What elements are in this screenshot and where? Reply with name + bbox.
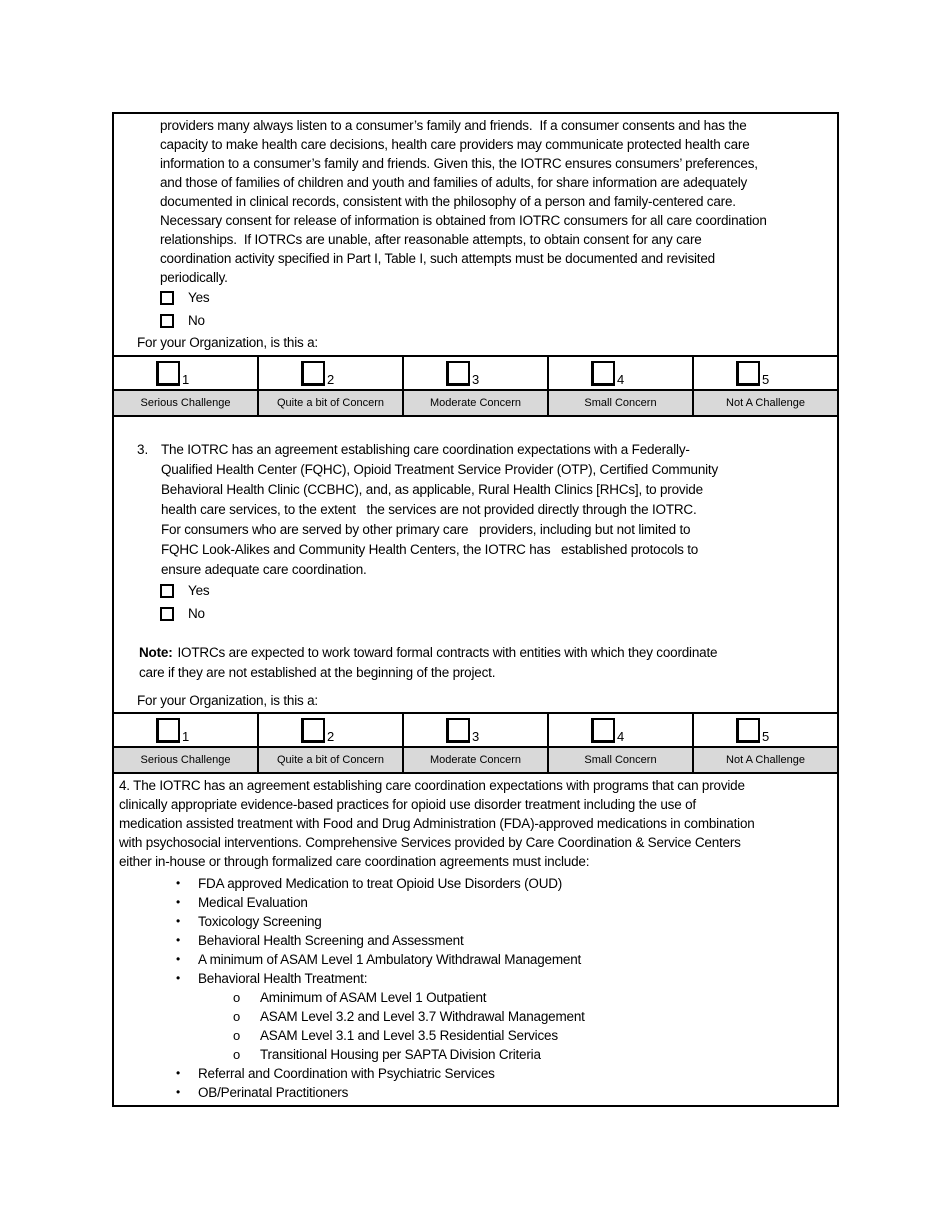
- bullet-text: Transitional Housing per SAPTA Division Criteria: [260, 1047, 541, 1062]
- sub-bullet-icon: o: [233, 990, 241, 1005]
- rating-cell[interactable]: [259, 714, 404, 746]
- rating-cell[interactable]: [259, 357, 404, 389]
- rating-label: Small Concern: [584, 754, 657, 766]
- rating-label-cell: [114, 391, 259, 415]
- sub-bullet-icon: o: [233, 1009, 241, 1024]
- bullet-text: Toxicology Screening: [198, 914, 322, 929]
- bullet-text: ASAM Level 3.1 and Level 3.5 Residential Services: [260, 1028, 558, 1043]
- bullet-icon: •: [176, 933, 181, 947]
- rating-checkbox-row: [114, 714, 837, 746]
- rating-label: Quite a bit of Concern: [276, 754, 384, 766]
- rating-checkbox[interactable]: [446, 718, 470, 743]
- bullet-text: Behavioral Health Treatment:: [198, 971, 368, 986]
- note-line: care if they are not established at the beginning of the project.: [139, 664, 496, 680]
- rating-checkbox[interactable]: [156, 718, 180, 743]
- rating-value: 2: [327, 729, 335, 744]
- rating-label-row: [114, 746, 837, 772]
- rating-checkbox[interactable]: [736, 718, 760, 743]
- rating-label: Small Concern: [584, 397, 657, 409]
- paragraph-line: with psychosocial interventions. Comprehensive Services provided by Care Coordination & Service Centers: [119, 835, 741, 850]
- bullet-item: [176, 874, 837, 893]
- rating-cell[interactable]: [114, 714, 259, 746]
- rating-value: 1: [182, 372, 190, 387]
- form-container: [112, 112, 839, 1107]
- bullet-icon: •: [176, 895, 181, 909]
- paragraph-line: capacity to make health care decisions, health care providers may communicate protected health care: [160, 137, 750, 152]
- bullet-text: Referral and Coordination with Psychiatric Services: [198, 1066, 495, 1081]
- yes-label: Yes: [188, 290, 210, 305]
- yes-label: Yes: [188, 583, 210, 598]
- note-text: IOTRCs are expected to work toward formal contracts with entities with which they coordinate: [177, 645, 718, 660]
- bullet-icon: •: [176, 1085, 181, 1099]
- paragraph-line: Necessary consent for release of information is obtained from IOTRC consumers for all care coordination: [160, 213, 767, 228]
- bullet-item: [176, 1083, 837, 1102]
- bullet-icon: •: [176, 952, 181, 966]
- note-line: [139, 643, 837, 663]
- bullet-item: [176, 969, 837, 988]
- no-label: No: [188, 606, 205, 621]
- paragraph-line: providers many always listen to a consumer’s family and friends. If a consumer consents and has the: [160, 118, 747, 133]
- paragraph-line: health care services, to the extent the services are not provided directly through the IOTRC.: [161, 502, 697, 517]
- rating-cell[interactable]: [404, 714, 549, 746]
- bullet-icon: •: [176, 971, 181, 985]
- rating-cell[interactable]: [549, 357, 694, 389]
- rating-cell[interactable]: [694, 714, 837, 746]
- rating-label-cell: [114, 748, 259, 772]
- rating-label: Not A Challenge: [726, 754, 805, 766]
- item-3-number: 3.: [137, 442, 149, 457]
- bullet-text: A minimum of ASAM Level 1 Ambulatory Withdrawal Management: [198, 952, 582, 967]
- rating-cell[interactable]: [549, 714, 694, 746]
- rating-cell[interactable]: [694, 357, 837, 389]
- yes-checkbox[interactable]: [160, 291, 174, 305]
- rating-checkbox-row: [114, 357, 837, 389]
- sub-bullet-icon: o: [233, 1028, 241, 1043]
- bullet-item: [176, 893, 837, 912]
- section-item-3: [114, 440, 837, 709]
- item-4-paragraph: [119, 776, 837, 871]
- item-3-text: [161, 440, 837, 580]
- rating-label-cell: [259, 391, 404, 415]
- bullet-text: Aminimum of ASAM Level 1 Outpatient: [260, 990, 487, 1005]
- rating-checkbox[interactable]: [156, 361, 180, 386]
- item-3: [137, 440, 837, 580]
- no-label: No: [188, 313, 205, 328]
- rating-label: Moderate Concern: [429, 397, 522, 409]
- rating-checkbox[interactable]: [591, 718, 615, 743]
- rating-checkbox[interactable]: [446, 361, 470, 386]
- bullet-item: [176, 912, 837, 931]
- paragraph-line: For consumers who are served by other primary care providers, including but not limited to: [161, 522, 691, 537]
- yes-option-row-2[interactable]: [160, 581, 837, 600]
- rating-label: Serious Challenge: [140, 397, 231, 409]
- rating-value: 5: [762, 372, 770, 387]
- rating-value: 5: [762, 729, 770, 744]
- bullet-item: [176, 1064, 837, 1083]
- rating-label-cell: [549, 748, 694, 772]
- paragraph-line: Behavioral Health Clinic (CCBHC), and, as applicable, Rural Health Clinics [RHCs], to provide: [161, 482, 703, 497]
- rating-label-cell: [259, 748, 404, 772]
- paragraph-line: documented in clinical records, consistent with the philosophy of a person and family-centered care.: [160, 194, 736, 209]
- paragraph-line: and those of families of children and youth and families of adults, for share information are adequately: [160, 175, 748, 190]
- paragraph-line: Qualified Health Center (FQHC), Opioid Treatment Service Provider (OTP), Certified Community: [161, 462, 719, 477]
- paragraph-line: either in-house or through formalized care coordination agreements must include:: [119, 854, 590, 869]
- bullet-icon: •: [176, 914, 181, 928]
- rating-label: Quite a bit of Concern: [276, 397, 384, 409]
- service-bullet-list-2: [176, 1064, 837, 1102]
- rating-label-cell: [404, 748, 549, 772]
- rating-checkbox[interactable]: [301, 718, 325, 743]
- bullet-item: [176, 950, 837, 969]
- bullet-icon: •: [176, 1066, 181, 1080]
- rating-checkbox[interactable]: [301, 361, 325, 386]
- rating-table-1: [114, 355, 837, 417]
- rating-value: 4: [617, 372, 625, 387]
- rating-value: 3: [472, 729, 480, 744]
- sub-bullet-item: [233, 1007, 837, 1026]
- section-consent: [114, 114, 837, 351]
- rating-value: 1: [182, 729, 190, 744]
- bullet-icon: •: [176, 876, 181, 890]
- rating-cell[interactable]: [404, 357, 549, 389]
- rating-label: Not A Challenge: [726, 397, 805, 409]
- rating-value: 3: [472, 372, 480, 387]
- rating-checkbox[interactable]: [591, 361, 615, 386]
- no-option-row-1[interactable]: [160, 311, 837, 330]
- bullet-text: Medical Evaluation: [198, 895, 308, 910]
- bullet-text: ASAM Level 3.2 and Level 3.7 Withdrawal Management: [260, 1009, 585, 1024]
- sub-bullet-icon: o: [233, 1047, 241, 1062]
- rating-label-cell: [694, 391, 837, 415]
- rating-label: Moderate Concern: [429, 754, 522, 766]
- note-block: [139, 643, 837, 682]
- paragraph-line: FQHC Look-Alikes and Community Health Centers, the IOTRC has established protocols to: [161, 542, 699, 557]
- paragraph-line: clinically appropriate evidence-based practices for opioid use disorder treatment including the use of: [119, 797, 696, 812]
- yes-checkbox[interactable]: [160, 584, 174, 598]
- rating-table-2: [114, 712, 837, 774]
- service-bullet-list: [176, 874, 837, 988]
- note-label: Note:: [139, 645, 173, 660]
- sub-bullet-item: [233, 1045, 837, 1064]
- paragraph-line: ensure adequate care coordination.: [161, 562, 367, 577]
- paragraph-line: coordination activity specified in Part I, Table I, such attempts must be documented and revisited: [160, 251, 715, 266]
- bullet-text: Behavioral Health Screening and Assessment: [198, 933, 464, 948]
- rating-label-cell: [694, 748, 837, 772]
- org-question-1: For your Organization, is this a:: [137, 335, 318, 350]
- org-question-2: For your Organization, is this a:: [137, 693, 318, 708]
- paragraph-line: medication assisted treatment with Food and Drug Administration (FDA)-approved medications in combination: [119, 816, 755, 831]
- rating-label: Serious Challenge: [140, 754, 231, 766]
- rating-value: 4: [617, 729, 625, 744]
- consent-paragraph: [160, 116, 837, 287]
- sub-bullet-item: [233, 988, 837, 1007]
- no-option-row-2[interactable]: [160, 604, 837, 623]
- paragraph-line: periodically.: [160, 270, 228, 285]
- rating-label-cell: [549, 391, 694, 415]
- bullet-item: [176, 931, 837, 950]
- bullet-text: OB/Perinatal Practitioners: [198, 1085, 349, 1100]
- no-checkbox[interactable]: [160, 314, 174, 328]
- paragraph-line: relationships. If IOTRCs are unable, after reasonable attempts, to obtain consent for any care: [160, 232, 702, 247]
- paragraph-line: 4. The IOTRC has an agreement establishing care coordination expectations with programs that can provide: [119, 778, 745, 793]
- no-checkbox[interactable]: [160, 607, 174, 621]
- bullet-text: FDA approved Medication to treat Opioid Use Disorders (OUD): [198, 876, 563, 891]
- rating-cell[interactable]: [114, 357, 259, 389]
- paragraph-line: The IOTRC has an agreement establishing care coordination expectations with a Federally-: [161, 442, 690, 457]
- treatment-sub-list: [233, 988, 837, 1064]
- rating-checkbox[interactable]: [736, 361, 760, 386]
- rating-value: 2: [327, 372, 335, 387]
- section-item-4: [114, 776, 837, 1105]
- paragraph-line: information to a consumer’s family and friends. Given this, the IOTRC ensures consumers’ preferences,: [160, 156, 758, 171]
- yes-option-row-1[interactable]: [160, 288, 837, 307]
- rating-label-row: [114, 389, 837, 415]
- sub-bullet-item: [233, 1026, 837, 1045]
- rating-label-cell: [404, 391, 549, 415]
